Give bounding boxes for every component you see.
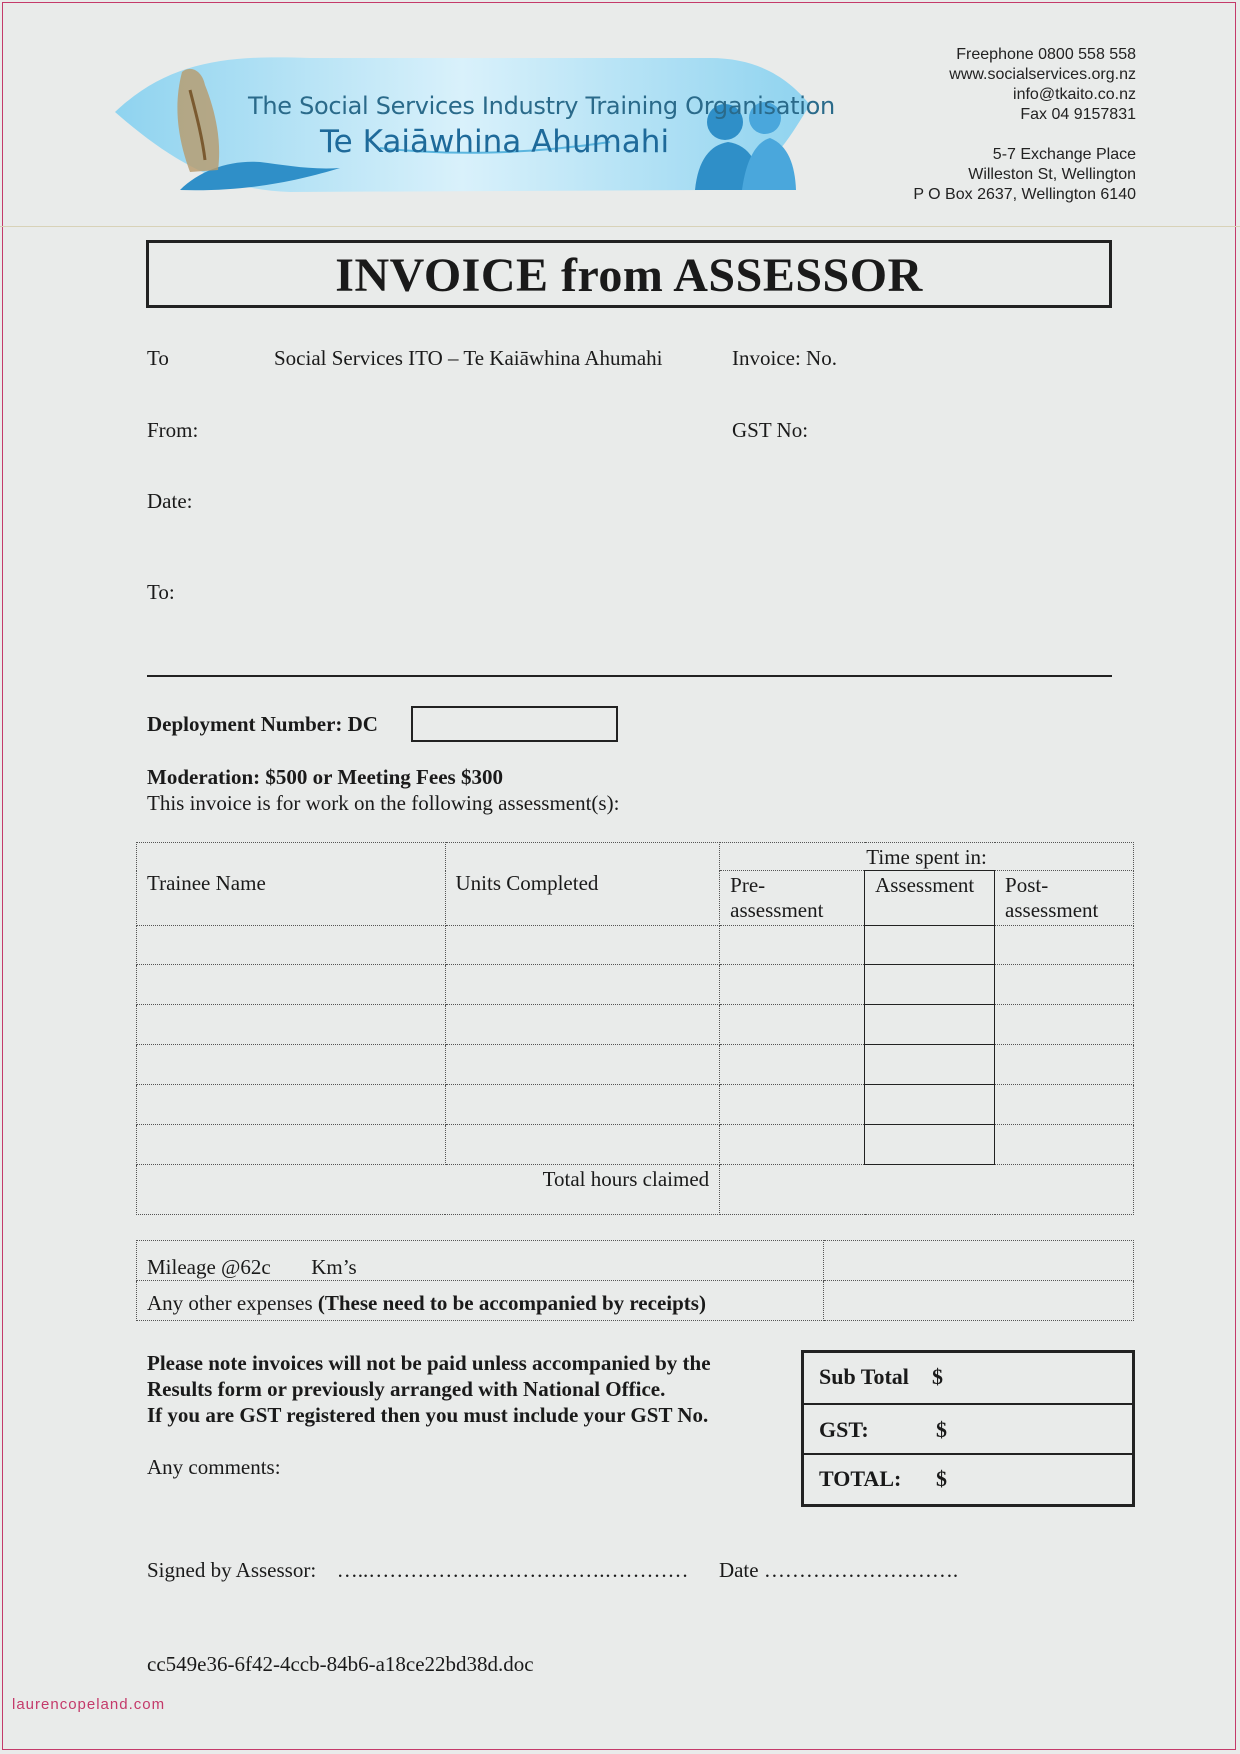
table-row [137,965,1134,1005]
cell-units[interactable] [445,1125,720,1165]
gst-row [804,1405,1132,1455]
cell-assessment[interactable] [865,1085,995,1125]
total-hours-label: Total hours claimed [137,1165,720,1215]
total-label: TOTAL: [819,1466,902,1491]
moderation-subtitle: This invoice is for work on the following assessment(s): [147,791,620,815]
table-row [137,926,1134,965]
header-trainee-name: Trainee Name [137,843,446,926]
cell-assessment[interactable] [865,1005,995,1045]
signature-field[interactable]: …..…………………………….………… [336,1558,689,1582]
cell-units[interactable] [445,1005,720,1045]
deployment-number-label: Deployment Number: DC [147,712,378,736]
cell-pre[interactable] [720,1005,865,1045]
section-divider [147,675,1112,677]
signature-line [147,1558,958,1583]
cell-assessment[interactable] [865,965,995,1005]
mileage-row-label [137,1241,824,1281]
header-post-assessment: Post- assessment [995,871,1134,926]
header-units-completed: Units Completed [445,843,720,926]
cell-post[interactable] [995,1045,1134,1085]
table-row [137,1125,1134,1165]
payment-note [147,1350,711,1428]
gst-label: GST: [819,1417,869,1442]
contact-website: www.socialservices.org.nz [949,66,1136,83]
header-time-spent: Time spent in: [720,843,1134,871]
cell-post[interactable] [995,1085,1134,1125]
signature-date-label: Date [718,1558,759,1582]
cell-trainee[interactable] [137,1005,446,1045]
cell-trainee[interactable] [137,926,446,965]
table-row [137,1085,1134,1125]
document-filename: cc549e36-6f42-4ccb-84b6-a18ce22bd38d.doc [147,1652,534,1676]
total-row [804,1455,1132,1505]
contact-block [913,45,1136,205]
to-address-label: To: [147,580,175,604]
cell-assessment[interactable] [865,926,995,965]
cell-pre[interactable] [720,965,865,1005]
other-expenses-label: Any other expenses [147,1291,313,1315]
signed-by-label: Signed by Assessor: [147,1558,317,1582]
assessment-table [136,842,1134,1215]
cell-units[interactable] [445,926,720,965]
to-value: Social Services ITO – Te Kaiāwhina Ahumahi [274,346,663,370]
contact-phone: Freephone 0800 558 558 [956,46,1136,63]
table-row [137,1005,1134,1045]
cell-trainee[interactable] [137,1045,446,1085]
cell-post[interactable] [995,965,1134,1005]
cell-trainee[interactable] [137,1085,446,1125]
cell-trainee[interactable] [137,965,446,1005]
other-expenses-row-label [137,1281,824,1321]
comments-label: Any comments: [147,1455,281,1479]
subtotal-row [804,1353,1132,1405]
from-label: From: [147,418,199,442]
header-assessment: Assessment [865,871,995,926]
cell-post[interactable] [995,1005,1134,1045]
cell-assessment[interactable] [865,1125,995,1165]
contact-fax: Fax 04 9157831 [1020,106,1136,123]
watermark: laurencopeland.com [12,1696,166,1713]
date-label: Date: [147,489,193,513]
cell-assessment[interactable] [865,1045,995,1085]
cell-pre[interactable] [720,1085,865,1125]
header-divider [0,226,1240,227]
signature-date-field[interactable]: ………………………. [763,1558,959,1582]
cell-units[interactable] [445,1085,720,1125]
organisation-name-maori: Te Kaiāwhina Ahumahi [320,124,670,160]
to-label: To [147,346,169,370]
cell-pre[interactable] [720,1045,865,1085]
gst-currency: $ [936,1417,947,1442]
cell-post[interactable] [995,926,1134,965]
deployment-number-input[interactable] [411,706,618,742]
header-pre-assessment: Pre- assessment [720,871,865,926]
moderation-fees-heading: Moderation: $500 or Meeting Fees $300 [147,765,503,789]
cell-post[interactable] [995,1125,1134,1165]
mileage-label: Mileage @62c [147,1255,271,1279]
receipts-note: (These need to be accompanied by receipts) [317,1291,706,1315]
subtotal-label: Sub Total [819,1364,909,1389]
cell-units[interactable] [445,1045,720,1085]
kms-label: Km’s [311,1255,357,1279]
table-row [137,1045,1134,1085]
contact-address-line2: Willeston St, Wellington [968,166,1136,183]
contact-address-line1: 5-7 Exchange Place [992,146,1136,163]
mileage-amount[interactable] [824,1241,1134,1281]
total-hours-value[interactable] [720,1165,1134,1215]
subtotal-currency: $ [932,1364,943,1389]
contact-address-line3: P O Box 2637, Wellington 6140 [913,186,1136,203]
gst-number-label: GST No: [732,418,809,442]
payment-note-line2: Results form or previously arranged with National Office. [147,1377,666,1401]
cell-pre[interactable] [720,1125,865,1165]
cell-pre[interactable] [720,926,865,965]
total-currency: $ [936,1466,947,1491]
cell-trainee[interactable] [137,1125,446,1165]
payment-note-line1: Please note invoices will not be paid unless accompanied by the [147,1351,711,1375]
totals-box [801,1350,1135,1507]
page-title: INVOICE from ASSESSOR [335,249,923,302]
payment-note-line3: If you are GST registered then you must include your GST No. [147,1403,709,1427]
organisation-name: The Social Services Industry Training Organisation [248,92,835,120]
expenses-table [136,1240,1134,1321]
invoice-number-label: Invoice: No. [732,346,837,370]
cell-units[interactable] [445,965,720,1005]
contact-email: info@tkaito.co.nz [1013,86,1136,103]
other-expenses-amount[interactable] [824,1281,1134,1321]
